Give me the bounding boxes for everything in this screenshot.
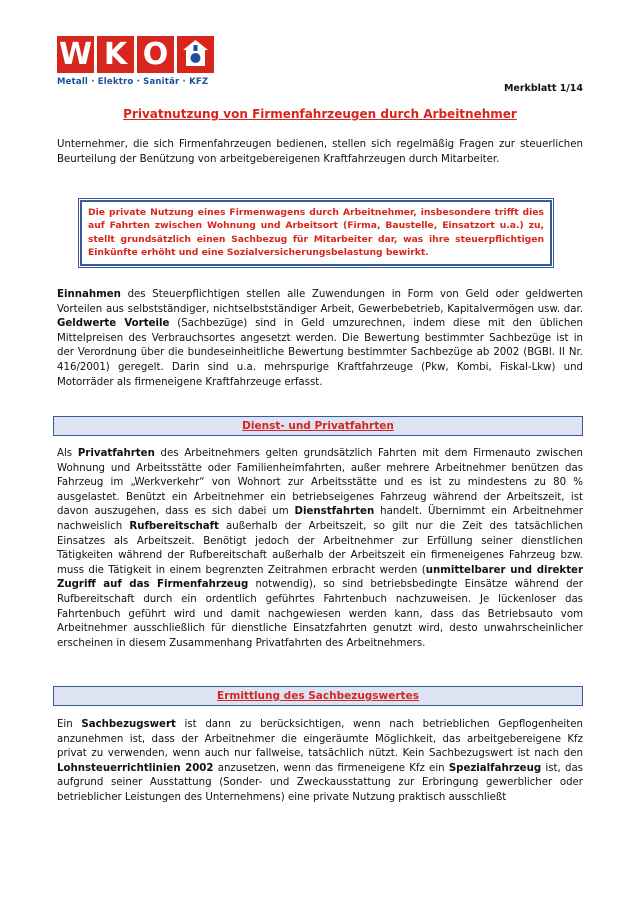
logo-letter-o: O — [137, 36, 174, 73]
logo-subtitle: Metall · Elektro · Sanitär · KFZ — [57, 77, 209, 87]
term-dienstfahrten: Dienstfahrten — [294, 506, 375, 518]
wko-logo — [57, 36, 237, 98]
term-direkter-zugriff: unmittelbarer und direkter Zugriff auf das Firmenfahrzeug — [57, 564, 583, 591]
trips-paragraph: Als Privatfahrten des Arbeitnehmers gelten grundsätzlich Fahrten mit dem Firmenauto zwischen Wohnung und Arbeitsstätte oder Familienheimfahrten, außer mehrere Arbeitnehmer benützen das Fahrzeug im „Werkverkehr“ von Wohnort zur Arbeitsstätte und es ist zu mindestens zu 80 % ausgelastet. Benützt ein Arbeitnehmer ein betriebseigenes Fahrzeug während der Arbeitszeit, ist davon auszugehen, dass es sich dabei um Dienstfahrten handelt. Übernimmt ein Arbeitnehmer nachweislich Rufbereitschaft außerhalb der Arbeitszeit, so gilt nur die Zeit des tatsächlichen Einsatzes als Arbeitszeit. Benötigt jedoch der Arbeitnehmer zur Erfüllung seiner dienstlichen Tätigkeiten während der Rufbereitschaft außerhalb der Arbeitszeit ein firmeneigenes Fahrzeug bzw. muss die Tätigkeit in einem begrenzten Zeitrahmen erbracht werden (unmittelbarer und direkter Zugriff auf das Firmenfahrzeug notwendig), so sind betriebsbedingte Einsätze während der Rufbereitschaft durch ein ordentlich geführtes Fahrtenbuch nachzuweisen. Je lückenloser das Fahrtenbuch geführt wird und damit nachgewiesen werden kann, dass das Betriebsauto vom Arbeitnehmer ausschließlich für dienstliche Einsatzfahrten genutzt wird, desto unwahrscheinlicher erscheinen in diesem Zusammenhang Privatfahrten des Arbeitnehmers. — [57, 448, 584, 649]
term-einnahmen: Einnahmen — [57, 289, 121, 300]
term-privatfahrten: Privatfahrten — [77, 448, 155, 459]
valuation-paragraph: Ein Sachbezugswert ist dann zu berücksichtigen, wenn nach betrieblichen Gepflogenheiten anzunehmen ist, dass der Arbeitnehmer die eingeräumte Möglichkeit, das arbeitgebereigene Kfz privat zu verwenden, wenn auch nur fallweise, tatsächlich nützt. Kein Sachbezugswert ist nach den Lohnsteuerrichtlinien 2002 anzusetzen, wenn das firmeneigene Kfz ein Spezialfahrzeug ist, das aufgrund seiner Ausstattung (Sonder- und Zweckausstattung zur Erbringung gewerblicher oder betrieblicher Leistungen des Unternehmens) eine private Nutzung praktisch ausschließt — [57, 719, 583, 803]
page-title: Privatnutzung von Firmenfahrzeugen durch Arbeitnehmer — [123, 107, 517, 121]
logo-letter-w: W — [58, 36, 93, 72]
section-heading-dienst-privatfahrten: Dienst- und Privatfahrten — [53, 416, 583, 436]
term-spezialfahrzeug: Spezialfahrzeug — [448, 762, 542, 774]
logo-letter-k: K — [97, 36, 134, 73]
section-heading-sachbezugswert: Ermittlung des Sachbezugswertes — [53, 686, 583, 706]
guild-emblem-icon — [177, 36, 214, 73]
sheet-number: Merkblatt 1/14 — [503, 83, 583, 94]
income-paragraph: Einnahmen des Steuerpflichtigen stellen alle Zuwendungen in Form von Geld oder geldwerten Vorteilen aus selbstständiger, nichtselbstständiger Arbeit, Gewerbebetrieb, Kapitalvermögen usw. dar. Geldwerte Vorteile (Sachbezüge) sind in Geld umzurechnen, indem diese mit den üblichen Mittelpreisen des Verbrauchsortes angesetzt werden. Die Bewertung bestimmter Sachbezüge ist in der Verordnung über die bundeseinheitliche Bewertung bestimmter Sachbezüge ab 2002 (BGBl. II Nr. 416/2001) geregelt. Darin sind u.a. mehrspurige Kraftfahrzeuge (Pkw, Kombi, Fiskal-Lkw) und Motorräder als firmeneigene Kraftfahrzeuge erfasst. — [57, 289, 584, 388]
term-lohnsteuerrichtlinien: Lohnsteuerrichtlinien 2002 — [57, 762, 214, 774]
term-rufbereitschaft: Rufbereitschaft — [129, 520, 219, 532]
term-geldwerte-vorteile: Geldwerte Vorteile — [57, 318, 170, 330]
highlight-box: Die private Nutzung eines Firmenwagens durch Arbeitnehmer, insbesondere trifft dies auf Fahrten zwischen Wohnung und Arbeitsort (Firma, Baustelle, Einsatzort u.a.) zu, stellt grundsätzlich einen Sachbezug für Mitarbeiter dar, was ihre steuerpflichtigen Einkünfte erhöht und eine Sozialversicherungsbelastung bewirkt. — [80, 200, 552, 266]
logo-letters — [57, 36, 237, 73]
intro-paragraph: Unternehmer, die sich Firmenfahrzeugen bedienen, stellen sich regelmäßig Fragen zur steuerlichen Beurteilung der Benützung von arbeitgebereigenen Kraftfahrzeugen durch Mitarbeiter. — [57, 139, 583, 165]
term-sachbezugswert: Sachbezugswert — [81, 719, 176, 730]
